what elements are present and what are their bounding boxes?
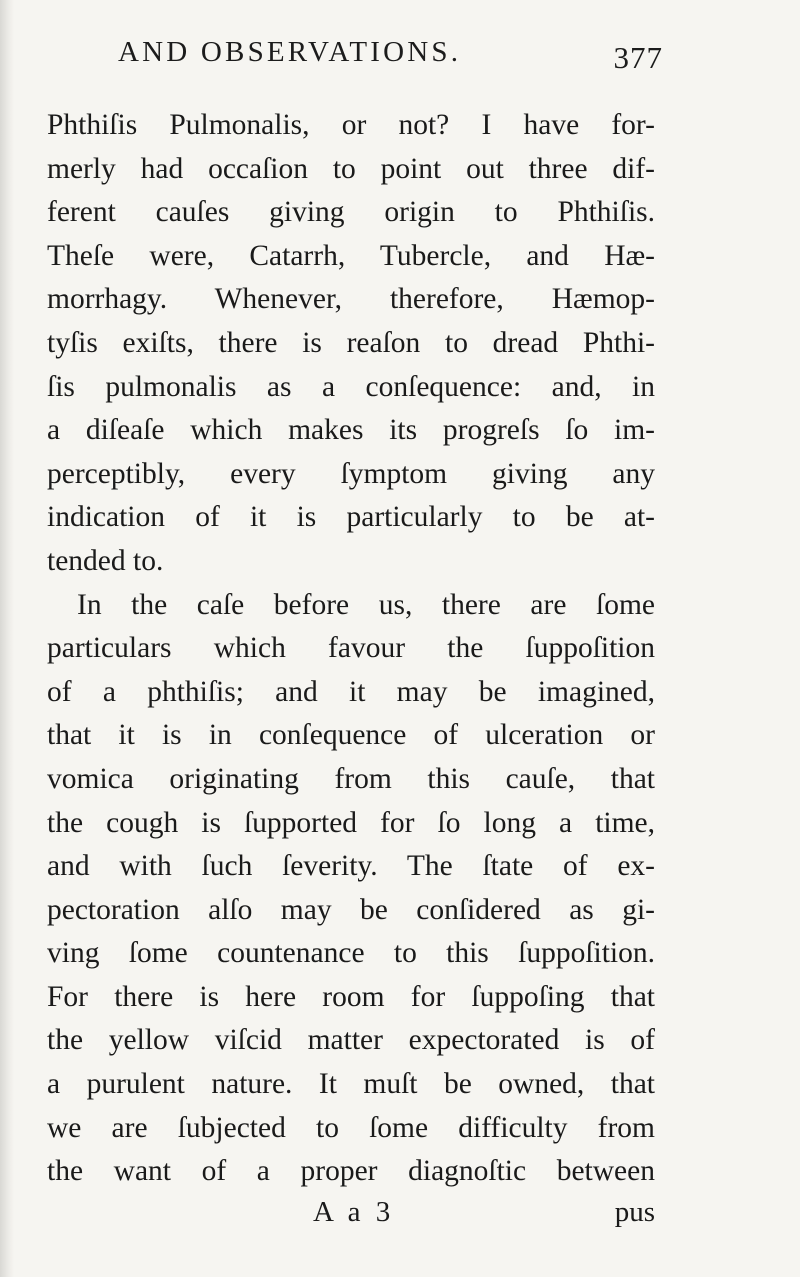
text-line: Phthiſis Pulmonalis, or not? I have for- <box>47 109 655 141</box>
signature-mark: A a 3 <box>313 1196 395 1228</box>
text-line: and with ſuch ſeverity. The ſtate of ex- <box>47 850 655 883</box>
text-line: tended to. <box>47 544 164 577</box>
text-line: In the caſe before us, there are ſome <box>77 588 655 621</box>
page-number: 377 <box>613 40 663 75</box>
catchword: pus <box>614 1196 655 1228</box>
page-footer <box>47 1196 655 1236</box>
text-line: that it is in conſequence of ulceration or <box>47 719 655 752</box>
text-line: a purulent nature. It muſt be owned, that <box>47 1068 655 1101</box>
body-text <box>47 104 655 1194</box>
running-head: AND OBSERVATIONS. <box>118 36 462 68</box>
text-line: ving ſome countenance to this ſuppoſition. <box>47 937 655 970</box>
page-gutter-shadow <box>0 0 14 1277</box>
text-line: Theſe were, Catarrh, Tubercle, and Hæ- <box>47 239 655 272</box>
text-line: ſis pulmonalis as a conſequence: and, in <box>47 370 655 403</box>
text-line: morrhagy. Whenever, therefore, Hæmop- <box>47 283 655 316</box>
page-header <box>118 34 663 84</box>
text-line: ferent cauſes giving origin to Phthiſis. <box>47 196 655 229</box>
text-line: For there is here room for ſuppoſing that <box>47 980 655 1013</box>
text-line: the yellow viſcid matter expectorated is of <box>47 1024 655 1057</box>
text-line: pectoration alſo may be conſidered as gi- <box>47 893 655 926</box>
text-line: perceptibly, every ſymptom giving any <box>47 457 655 490</box>
text-line: vomica originating from this cauſe, that <box>47 762 655 795</box>
text-line: we are ſubjected to ſome difficulty from <box>47 1111 655 1144</box>
text-line: a diſeaſe which makes its progreſs ſo im- <box>47 414 655 447</box>
text-line: particulars which favour the ſuppoſition <box>47 632 655 665</box>
text-line: the cough is ſupported for ſo long a time, <box>47 806 655 839</box>
text-line: merly had occaſion to point out three dif- <box>47 152 655 185</box>
text-line: the want of a proper diagnoſtic between <box>47 1155 655 1188</box>
text-line: of a phthiſis; and it may be imagined, <box>47 675 655 708</box>
text-line: indication of it is particularly to be at- <box>47 501 655 534</box>
text-line: tyſis exiſts, there is reaſon to dread Phthi- <box>47 326 655 359</box>
